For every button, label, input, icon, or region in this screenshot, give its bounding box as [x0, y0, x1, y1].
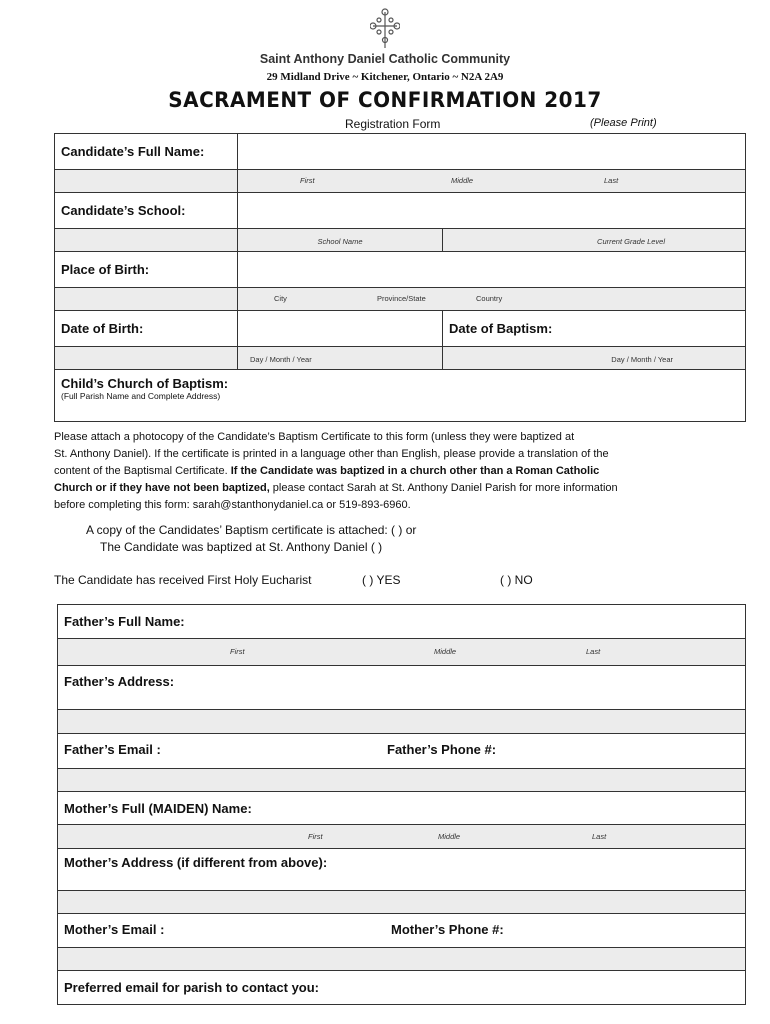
baptism-date-label[interactable]: Date of Baptism:	[443, 311, 746, 347]
mother-last-hint: Last	[592, 832, 607, 841]
father-address-label: Father’s Address:	[64, 674, 175, 689]
father-name-field[interactable]	[58, 605, 746, 639]
instructions-line: Church or if they have not been baptized, please contact Sarah at St. Anthony Daniel Parish for more information	[54, 482, 618, 494]
candidate-table	[54, 133, 746, 422]
baptism-church-label: Child’s Church of Baptism:	[61, 376, 229, 391]
mother-address-label: Mother’s Address (if different from above):	[64, 855, 328, 870]
school-name-hint: School Name	[317, 237, 363, 246]
instructions-line: content of the Baptismal Certificate. If the Candidate was baptized in a church other than a Roman Catholic	[54, 465, 600, 477]
father-email-label: Father’s Email :	[64, 742, 161, 757]
father-first-hint: First	[230, 647, 245, 656]
church-name: Saint Anthony Daniel Catholic Community	[259, 52, 511, 66]
candidate-school-label: Candidate’s School:	[55, 193, 238, 229]
mother-name-field[interactable]	[58, 792, 746, 825]
baptized-here-checkbox[interactable]: The Candidate was baptized at St. Anthony Daniel ( )	[100, 540, 383, 554]
birth-place-label: Place of Birth:	[55, 252, 238, 288]
country-hint: Country	[476, 294, 503, 303]
birth-place-field[interactable]	[238, 252, 746, 288]
candidate-school-field[interactable]	[238, 193, 746, 229]
dob-label: Date of Birth:	[55, 311, 238, 347]
instructions-line: before completing this form: sarah@stanthonydaniel.ca or 519-893-6960.	[54, 499, 411, 511]
eucharist-question: The Candidate has received First Holy Eucharist	[54, 573, 312, 587]
preferred-email-label: Preferred email for parish to contact you:	[64, 980, 320, 995]
grade-level-hint: Current Grade Level	[597, 237, 665, 246]
mother-name-label: Mother’s Full (MAIDEN) Name:	[64, 800, 252, 816]
dob-hint: Day / Month / Year	[250, 355, 312, 364]
parents-table	[57, 604, 746, 1005]
province-hint: Province/State	[377, 294, 426, 303]
instructions-line: Please attach a photocopy of the Candidate’s Baptism Certificate to this form (unless they were baptized at	[54, 431, 575, 443]
candidate-name-field[interactable]	[238, 134, 746, 170]
mother-middle-hint: Middle	[438, 832, 461, 841]
candidate-name-label: Candidate’s Full Name:	[55, 134, 238, 170]
father-name-label: Father’s Full Name:	[64, 614, 185, 629]
print-note: (Please Print)	[590, 117, 657, 129]
baptism-church-hint: (Full Parish Name and Complete Address)	[61, 391, 221, 401]
mother-email-label: Mother’s Email :	[64, 922, 165, 937]
father-middle-hint: Middle	[434, 647, 457, 656]
certificate-attached-checkbox[interactable]: A copy of the Candidates’ Baptism certificate is attached: ( ) or	[86, 523, 417, 537]
eucharist-yes-option[interactable]: ( ) YES	[362, 573, 401, 587]
eucharist-no-option[interactable]: ( ) NO	[500, 573, 533, 587]
name-last-hint: Last	[604, 176, 619, 185]
city-hint: City	[274, 294, 287, 303]
instructions-paragraph	[54, 429, 714, 514]
cross-icon	[370, 8, 400, 50]
form-subtitle: Registration Form	[345, 117, 441, 131]
instructions-line: St. Anthony Daniel). If the certificate is printed in a language other than English, please provide a translation of the	[54, 448, 609, 460]
name-middle-hint: Middle	[451, 176, 474, 185]
church-address: 29 Midland Drive ~ Kitchener, Ontario ~ N2A 2A9	[266, 71, 504, 83]
father-last-hint: Last	[586, 647, 601, 656]
mother-phone-label: Mother’s Phone #:	[391, 922, 504, 937]
father-address-field[interactable]	[58, 666, 746, 710]
name-first-hint: First	[300, 176, 315, 185]
father-phone-label: Father’s Phone #:	[387, 742, 497, 757]
mother-first-hint: First	[308, 832, 323, 841]
page-title: SACRAMENT OF CONFIRMATION 2017	[168, 88, 602, 112]
baptism-church-field[interactable]	[55, 370, 746, 422]
dob-field[interactable]	[238, 311, 443, 347]
baptism-date-hint: Day / Month / Year	[611, 355, 673, 364]
preferred-email-field[interactable]	[58, 971, 746, 1005]
mother-address-field[interactable]	[58, 849, 746, 891]
